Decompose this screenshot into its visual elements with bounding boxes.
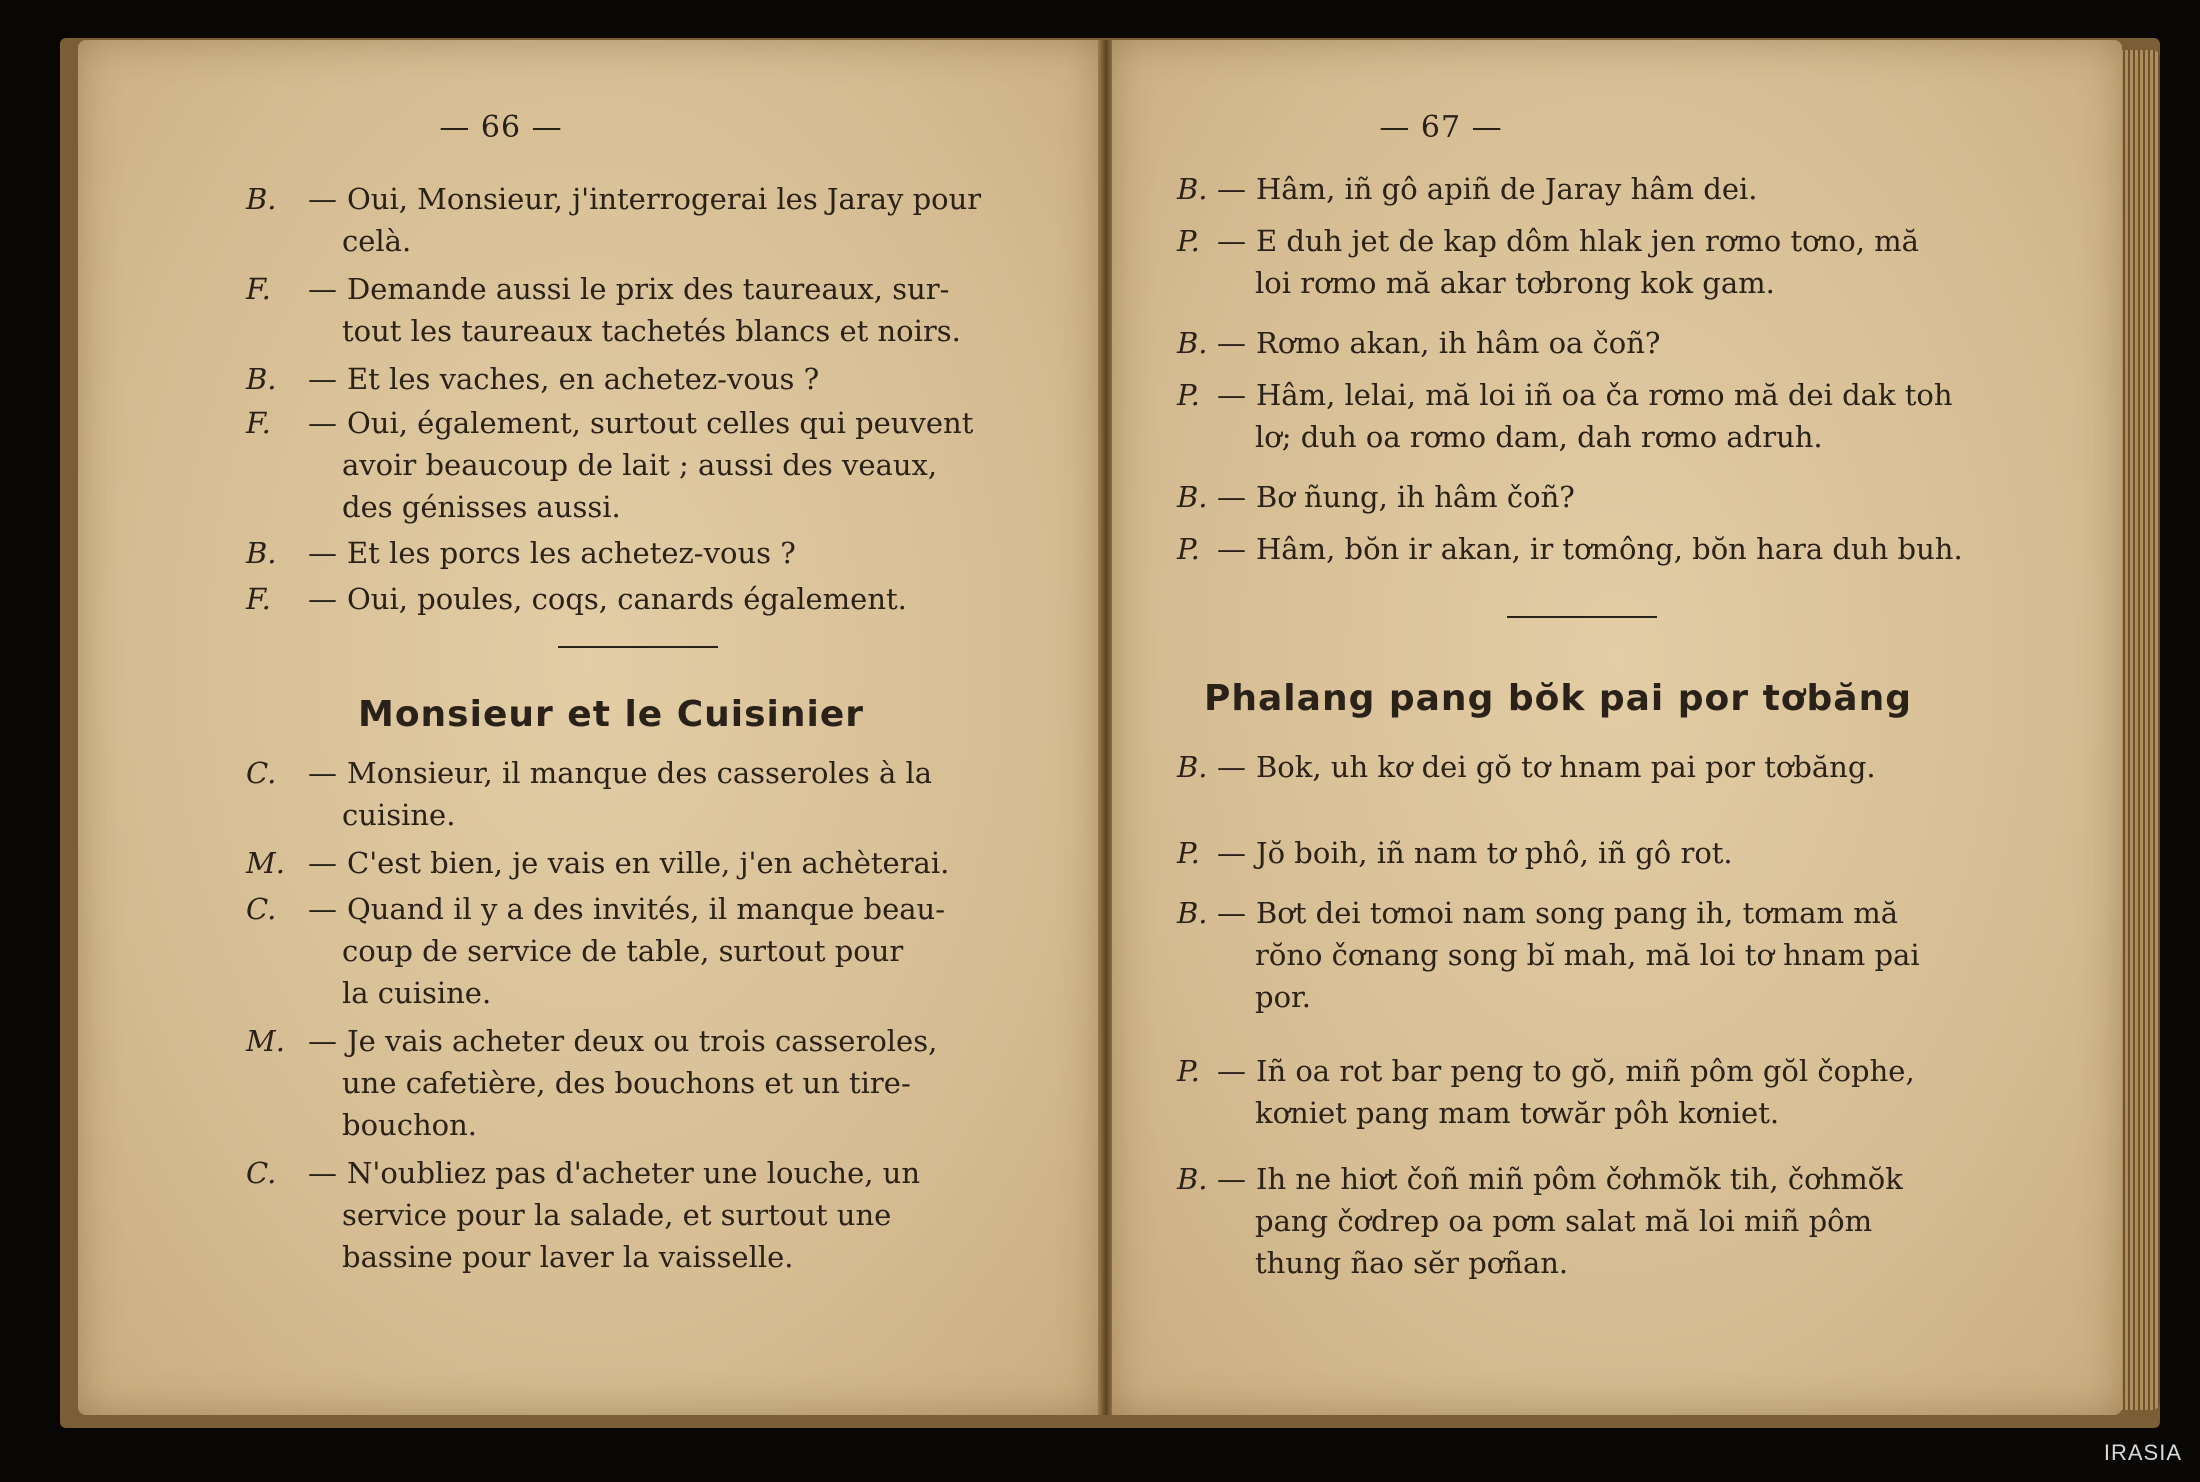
line-continuation: rŏno čơnang song bĭ mah, mă loi tơ hnam pai: [1255, 938, 1920, 972]
line-text: Oui, poules, coqs, canards également.: [347, 582, 907, 616]
line-text: Hâm, lelai, mă loi iñ oa ča rơmo mă dei dak toh: [1256, 378, 1953, 412]
speaker: F.: [246, 582, 271, 616]
speaker: M.: [246, 846, 285, 880]
section-heading: Phalang pang bŏk pai por tơbăng: [1204, 678, 1912, 719]
dialogue-line: P. — Hâm, bŏn ir akan, ir tơmông, bŏn hara duh buh.: [1177, 528, 2067, 570]
line-text: Jŏ boih, iñ nam tơ phô, iñ gô rot.: [1256, 836, 1733, 870]
speaker: B.: [1177, 480, 1208, 514]
dialogue-line: P. — Iñ oa rot bar peng to gŏ, miñ pôm gŏl čophe, kơniet pang mam tơwăr pôh kơniet.: [1177, 1050, 2067, 1134]
line-text: Oui, Monsieur, j'interrogerai les Jaray pour: [347, 182, 982, 216]
speaker: B.: [246, 182, 277, 216]
line-text: Quand il y a des invités, il manque beau-: [347, 892, 945, 926]
section-divider: [1507, 616, 1657, 618]
dialogue-line: B. — Hâm, iñ gô apiñ de Jaray hâm dei.: [1177, 168, 2067, 210]
speaker: C.: [246, 756, 277, 790]
dialogue-line: B. — Bok, uh kơ dei gŏ tơ hnam pai por tơbăng.: [1177, 746, 2067, 788]
line-text: Ih ne hiơt čoñ miñ pôm čơhmŏk tih, čơhmŏk: [1256, 1162, 1903, 1196]
speaker: B.: [1177, 896, 1208, 930]
line-continuation: kơniet pang mam tơwăr pôh kơniet.: [1255, 1096, 1780, 1130]
speaker: P.: [1177, 224, 1200, 258]
line-continuation: des génisses aussi.: [342, 490, 621, 524]
line-text: Et les porcs les achetez-vous ?: [347, 536, 796, 570]
speaker: B.: [246, 362, 277, 396]
line-continuation: service pour la salade, et surtout une: [342, 1198, 892, 1232]
speaker: P.: [1177, 836, 1200, 870]
line-text: Bơ ñung, ih hâm čoñ?: [1256, 480, 1575, 514]
line-text: Hâm, iñ gô apiñ de Jaray hâm dei.: [1256, 172, 1758, 206]
line-continuation: pang čơdrep oa pơm salat mă loi miñ pôm: [1255, 1204, 1873, 1238]
line-continuation: lơ; duh oa rơmo dam, dah rơmo adruh.: [1255, 420, 1823, 454]
line-continuation: coup de service de table, surtout pour: [342, 934, 904, 968]
speaker: B.: [1177, 750, 1208, 784]
line-text: N'oubliez pas d'acheter une louche, un: [347, 1156, 921, 1190]
line-continuation: loi rơmo mă akar tơbrong kok gam.: [1255, 266, 1775, 300]
dialogue-line: F. — Demande aussi le prix des taureaux, sur- tout les taureaux tachetés blancs et noirs.: [246, 268, 1126, 352]
dialogue-line: M. — C'est bien, je vais en ville, j'en achèterai.: [246, 842, 1126, 884]
line-text: Rơmo akan, ih hâm oa čoñ?: [1256, 326, 1661, 360]
line-continuation: bouchon.: [342, 1108, 477, 1142]
dialogue-line: P. — Jŏ boih, iñ nam tơ phô, iñ gô rot.: [1177, 832, 2067, 874]
line-text: Oui, également, surtout celles qui peuvent: [347, 406, 974, 440]
speaker: F.: [246, 272, 271, 306]
dialogue-line: B. — Bơt dei tơmoi nam song pang ih, tơmam mă rŏno čơnang song bĭ mah, mă loi tơ hnam pai por.: [1177, 892, 2067, 1018]
line-text: Bok, uh kơ dei gŏ tơ hnam pai por tơbăng.: [1256, 750, 1876, 784]
line-text: Iñ oa rot bar peng to gŏ, miñ pôm gŏl čophe,: [1256, 1054, 1915, 1088]
speaker: B.: [246, 536, 277, 570]
line-text: Monsieur, il manque des casseroles à la: [347, 756, 933, 790]
line-text: Je vais acheter deux ou trois casseroles,: [347, 1024, 938, 1058]
book-fore-edge: [2120, 50, 2160, 1410]
dialogue-line: M. — Je vais acheter deux ou trois casseroles, une cafetière, des bouchons et un tire- bouchon.: [246, 1020, 1126, 1146]
line-continuation: por.: [1255, 980, 1311, 1014]
dialogue-line: C. — Monsieur, il manque des casseroles à la cuisine.: [246, 752, 1126, 836]
speaker: C.: [246, 892, 277, 926]
speaker: B.: [1177, 1162, 1208, 1196]
line-continuation: celà.: [342, 224, 412, 258]
line-continuation: tout les taureaux tachetés blancs et noirs.: [342, 314, 961, 348]
line-continuation: avoir beaucoup de lait ; aussi des veaux,: [342, 448, 938, 482]
dialogue-line: F. — Oui, poules, coqs, canards également.: [246, 578, 1126, 620]
speaker: P.: [1177, 532, 1200, 566]
line-text: E duh jet de kap dôm hlak jen rơmo tơno, mă: [1256, 224, 1919, 258]
line-text: C'est bien, je vais en ville, j'en achèterai.: [347, 846, 950, 880]
section-heading: Monsieur et le Cuisinier: [358, 694, 865, 735]
line-continuation: thung ñao sĕr pơñan.: [1255, 1246, 1569, 1280]
dialogue-line: C. — Quand il y a des invités, il manque beau- coup de service de table, surtout pour la cuisine.: [246, 888, 1126, 1014]
speaker: P.: [1177, 1054, 1200, 1088]
speaker: C.: [246, 1156, 277, 1190]
left-page: [78, 40, 1100, 1415]
dialogue-line: B. — Et les vaches, en achetez-vous ?: [246, 358, 1126, 400]
dialogue-line: F. — Oui, également, surtout celles qui peuvent avoir beaucoup de lait ; aussi des veaux, des génisses aussi.: [246, 402, 1126, 528]
section-divider: [558, 646, 718, 648]
line-text: Et les vaches, en achetez-vous ?: [347, 362, 820, 396]
dialogue-line: P. — E duh jet de kap dôm hlak jen rơmo tơno, mă loi rơmo mă akar tơbrong kok gam.: [1177, 220, 2067, 304]
dialogue-line: B. — Et les porcs les achetez-vous ?: [246, 532, 1126, 574]
speaker: F.: [246, 406, 271, 440]
line-continuation: une cafetière, des bouchons et un tire-: [342, 1066, 911, 1100]
page-number: — 67 —: [1379, 110, 1503, 145]
watermark: IRASIA: [2103, 1440, 2182, 1465]
speaker: P.: [1177, 378, 1200, 412]
speaker: M.: [246, 1024, 285, 1058]
dialogue-line: P. — Hâm, lelai, mă loi iñ oa ča rơmo mă dei dak toh lơ; duh oa rơmo dam, dah rơmo adruh.: [1177, 374, 2067, 458]
dialogue-line: B. — Oui, Monsieur, j'interrogerai les Jaray pour celà.: [246, 178, 1126, 262]
right-page: [1112, 40, 2122, 1415]
line-continuation: la cuisine.: [342, 976, 492, 1010]
page-number: — 66 —: [439, 110, 563, 145]
speaker: B.: [1177, 172, 1208, 206]
dialogue-line: C. — N'oubliez pas d'acheter une louche, un service pour la salade, et surtout une bassine pour laver la vaisselle.: [246, 1152, 1126, 1278]
dialogue-line: B. — Bơ ñung, ih hâm čoñ?: [1177, 476, 2067, 518]
speaker: B.: [1177, 326, 1208, 360]
line-text: Demande aussi le prix des taureaux, sur-: [347, 272, 950, 306]
line-text: Hâm, bŏn ir akan, ir tơmông, bŏn hara duh buh.: [1256, 532, 1963, 566]
dialogue-line: B. — Ih ne hiơt čoñ miñ pôm čơhmŏk tih, čơhmŏk pang čơdrep oa pơm salat mă loi miñ pôm thung ñao sĕr pơñan.: [1177, 1158, 2067, 1284]
dialogue-line: B. — Rơmo akan, ih hâm oa čoñ?: [1177, 322, 2067, 364]
line-text: Bơt dei tơmoi nam song pang ih, tơmam mă: [1256, 896, 1899, 930]
line-continuation: bassine pour laver la vaisselle.: [342, 1240, 794, 1274]
line-continuation: cuisine.: [342, 798, 456, 832]
